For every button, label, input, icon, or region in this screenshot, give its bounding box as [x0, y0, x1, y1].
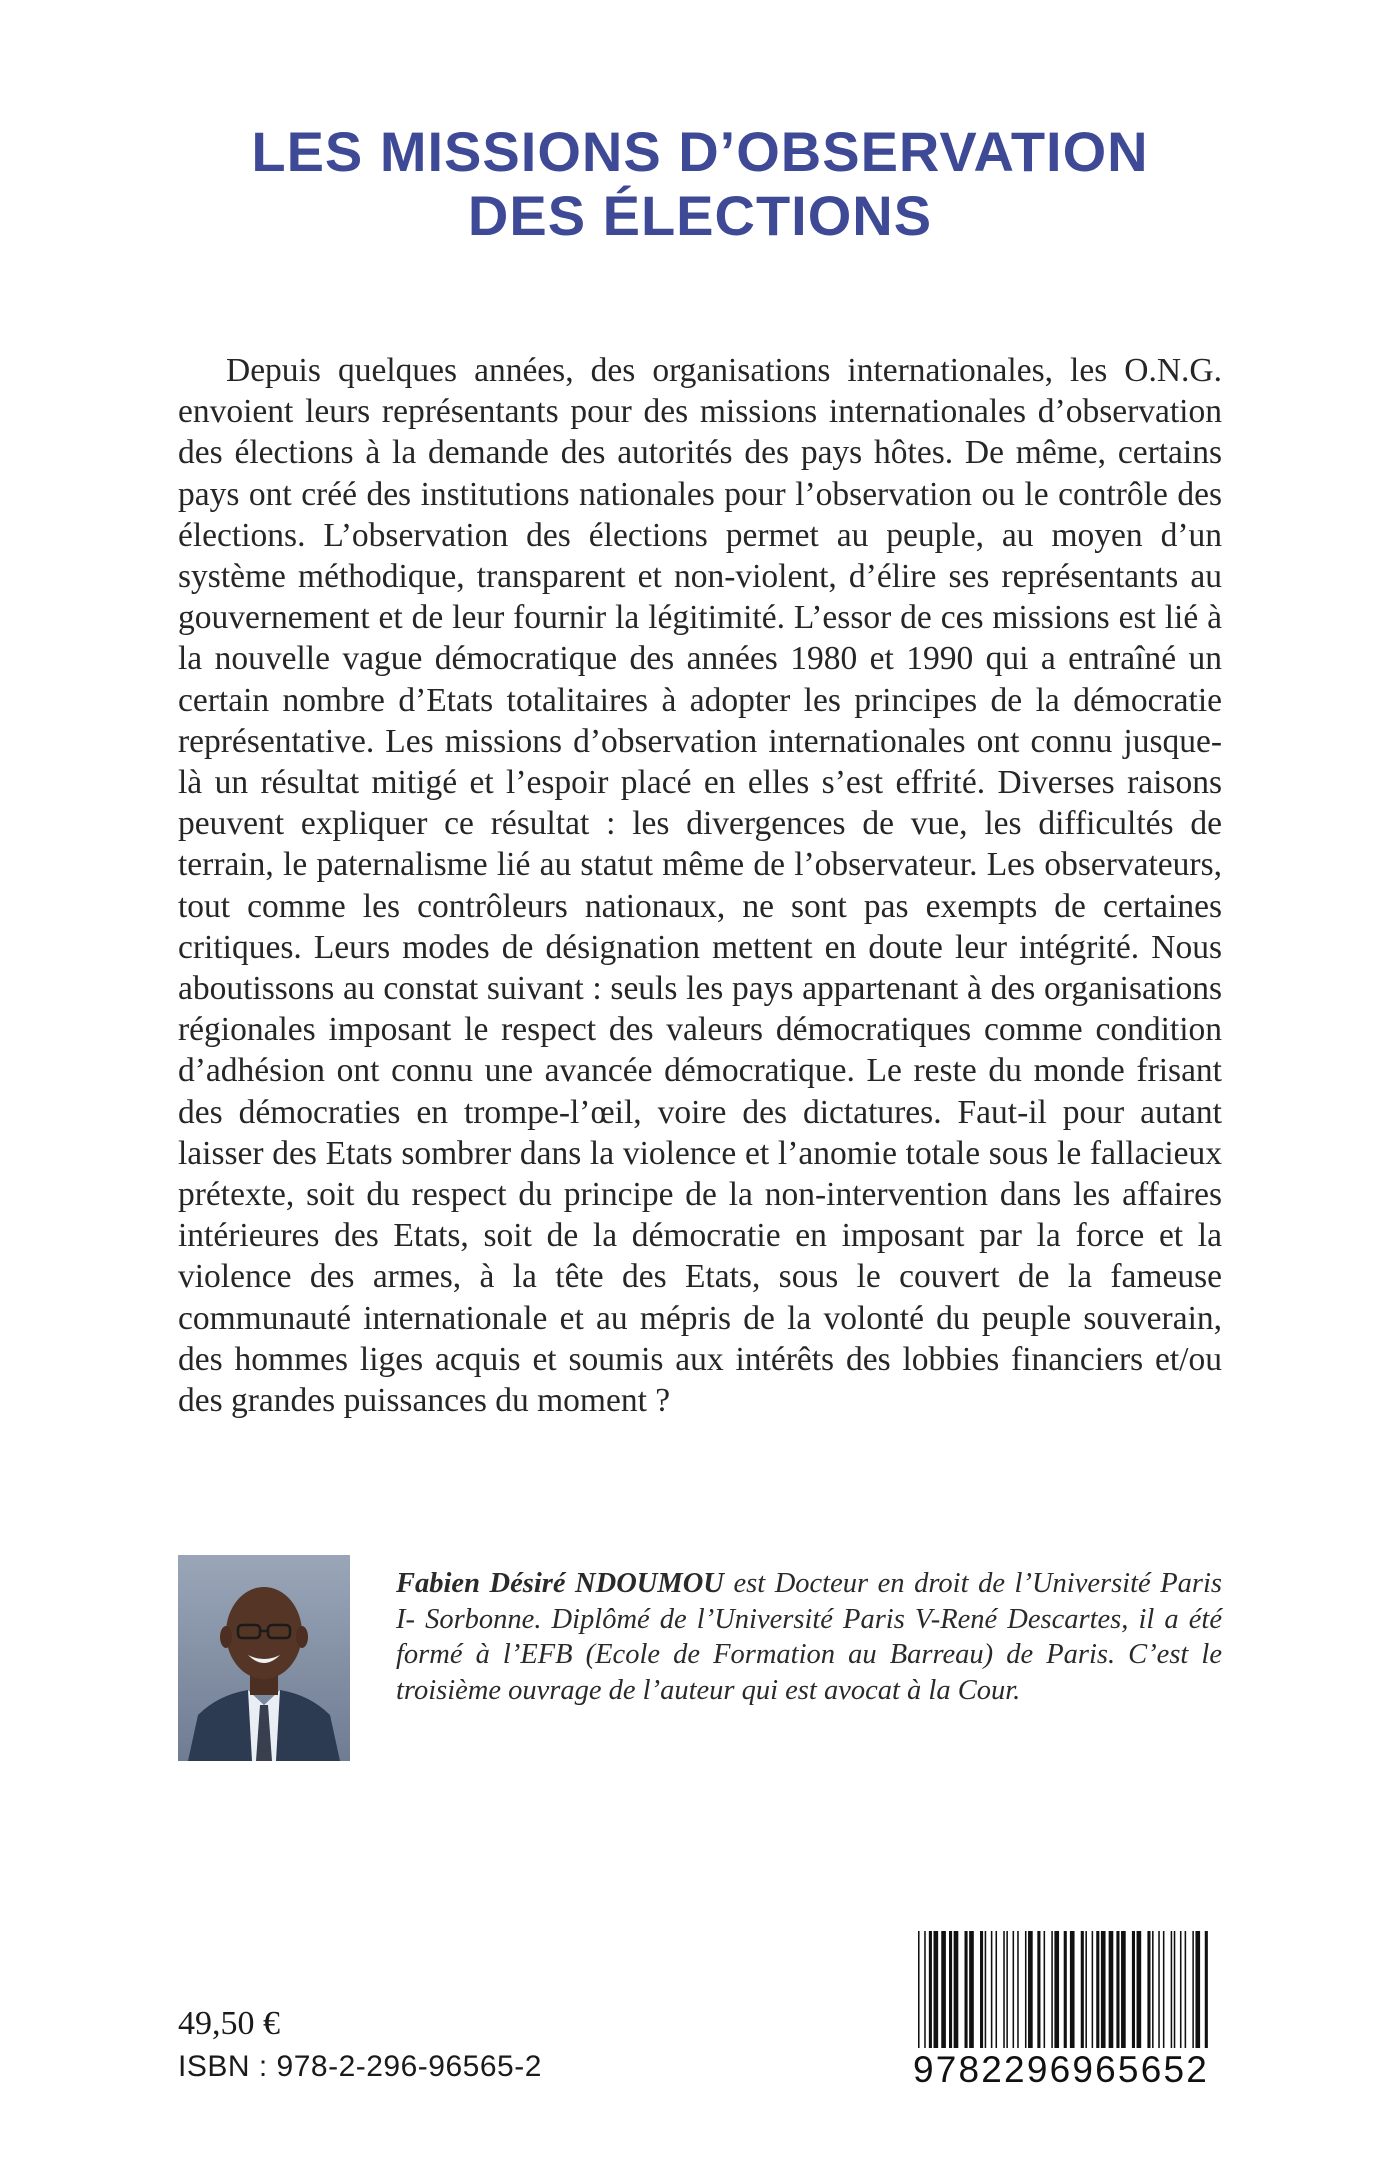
barcode-bar [1195, 1931, 1200, 2053]
barcode-bar [1109, 1931, 1114, 2053]
barcode-bar [1158, 1931, 1160, 2053]
barcode-bar [1180, 1931, 1182, 2053]
barcode-bar [1025, 1931, 1027, 2053]
barcode-bar [1152, 1931, 1154, 2053]
barcode-bar [1121, 1931, 1126, 2053]
barcode-bar [1044, 1931, 1046, 2053]
barcode-bar [1171, 1931, 1173, 2053]
barcode-bar [1013, 1931, 1015, 2053]
author-photo [178, 1555, 350, 1761]
author-portrait-image [178, 1555, 350, 1761]
barcode-bar [1192, 1931, 1194, 2053]
barcode-bar [1017, 1931, 1019, 2053]
isbn: ISBN : 978-2-296-96565-2 [178, 2050, 542, 2083]
barcode-bar [1006, 1931, 1008, 2053]
barcode-bar [985, 1931, 987, 2053]
title-line-1: LES MISSIONS D’OBSERVATION [251, 120, 1149, 183]
barcode-bar [1028, 1931, 1033, 2053]
author-name: Fabien Désiré NDOUMOU [396, 1568, 724, 1599]
barcode-bar [980, 1931, 983, 2053]
barcode-bar [996, 1931, 998, 2053]
barcode-bar [1137, 1931, 1142, 2053]
barcode-bar [1147, 1931, 1150, 2053]
book-title [0, 120, 1400, 248]
title-line-2: DES ÉLECTIONS [467, 184, 933, 247]
barcode-bar [1054, 1931, 1059, 2053]
barcode-bar [965, 1931, 968, 2053]
price: 49,50 € [178, 2005, 280, 2042]
back-cover-blurb: Depuis quelques années, des organisations internationales, les O.N.G. envoient leurs représentants pour des missions internationales d’observation des élections à la demande des autorités des pays hôtes. De même, certains pays ont créé des institutions nationales pour l’observation ou le contrôle des élections. L’observation des élections permet au peuple, au moyen d’un système méthodique, transparent et non-violent, d’élire ses représentants au gouvernement et de leur fournir la légitimité. L’essor de ces missions est lié à la nouvelle vague démocratique des années 1980 et 1990 qui a entraîné un certain nombre d’Etats totalitaires à adopter les principes de la démocratie représentative. Les missions d’observation internationales ont connu jusque-là un résultat mitigé et l’espoir placé en elles s’est effrité. Diverses raisons peuvent expliquer ce résultat : les divergences de vue, les difficultés de terrain, le paternalisme lié au statut même de l’observateur. Les observateurs, tout comme les contrôleurs nationaux, ne sont pas exempts de certaines critiques. Leurs modes de désignation mettent en doute leur intégrité. Nous aboutissons au constat suivant : seuls les pays appartenant à des organisations régionales imposant le respect des valeurs démocratiques comme condition d’adhésion ont connu une avancée démocratique. Le reste du monde frisant des démocraties en trompe-l’œil, voire des dictatures. Faut-il pour autant laisser des Etats sombrer dans la violence et l’anomie totale sous le fallacieux prétexte, soit du respect du principe de la non-intervention dans les affaires intérieures des Etats, soit de la démocratie en imposant par la force et la violence des armes, à la tête des Etats, sous le couvert de la fameuse communauté internationale et au mépris de la volonté du peuple souverain, des hommes liges acquis et soumis aux intérêts des lobbies financiers et/ou des grandes puissances du moment ? [178, 352, 1222, 1420]
barcode-bar [929, 1931, 932, 2053]
barcode-bar [969, 1931, 974, 2053]
barcode-bar [1037, 1931, 1040, 2053]
barcode-bar [1185, 1931, 1187, 2053]
barcode-bar [1003, 1931, 1005, 2053]
barcode-bar [1081, 1931, 1084, 2053]
barcode-bar [934, 1931, 939, 2053]
barcode-bar [1051, 1931, 1053, 2053]
barcode-bar [1070, 1931, 1075, 2053]
barcode-bar [1116, 1931, 1119, 2053]
barcode-bar [1163, 1931, 1165, 2053]
barcode-bar [991, 1931, 993, 2053]
barcode-bar [954, 1931, 959, 2053]
author-bio [396, 1566, 1222, 1708]
barcode-bar [1096, 1931, 1099, 2053]
barcode-bar [1092, 1931, 1094, 2053]
barcode-bar [1174, 1931, 1176, 2053]
barcode-digits: 9782296965652 [896, 2048, 1226, 2092]
author-bio-text: est Docteur en droit de l’Université Paris I- Sorbonne. Diplômé de l’Université Paris V-René Descartes, il a été formé à l’EFB (Ecole de Formation au Barreau) de Paris. C’est le troisième ouvrage de l’auteur qui est avocat à la Cour. [396, 1568, 1222, 1706]
barcode-bar [1085, 1931, 1087, 2053]
barcode-bar [949, 1931, 952, 2053]
barcode-bar [1132, 1931, 1135, 2053]
barcode-bar [941, 1931, 946, 2053]
barcode-bar [1101, 1931, 1106, 2053]
